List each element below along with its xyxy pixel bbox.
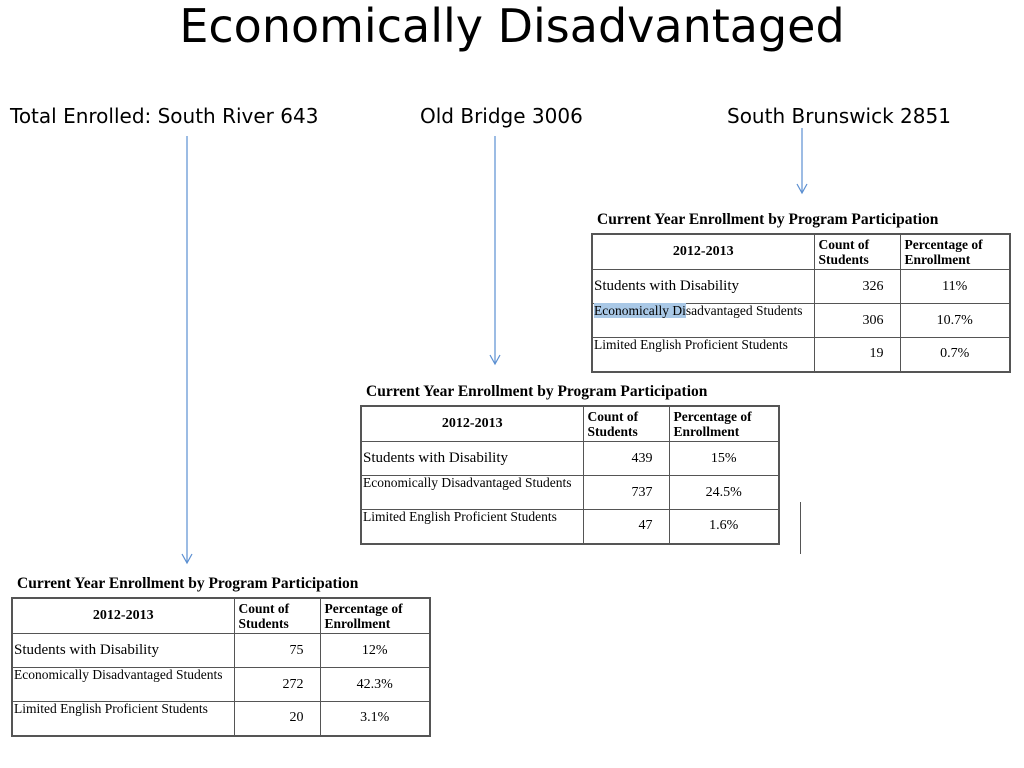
row-percentage: 1.6% (669, 510, 779, 544)
table-row (592, 304, 1010, 338)
row-percentage: 10.7% (900, 304, 1010, 338)
percentage-header: Percentage of Enrollment (669, 406, 779, 442)
row-count: 20 (234, 702, 320, 736)
table-row (12, 634, 430, 668)
row-label: Economically Disadvantaged Students (12, 668, 234, 702)
table-heading: Current Year Enrollment by Program Participation (366, 383, 708, 400)
row-label: Limited English Proficient Students (592, 338, 814, 372)
row-count: 326 (814, 270, 900, 304)
south-river-enrollment-table (11, 597, 431, 737)
row-percentage: 15% (669, 442, 779, 476)
table-row (361, 510, 779, 544)
row-label: Limited English Proficient Students (361, 510, 583, 544)
row-percentage: 42.3% (320, 668, 430, 702)
slide-title: Economically Disadvantaged (179, 0, 845, 53)
south-river-table-block (11, 575, 431, 737)
row-label: Economically Disadvantaged Students (361, 476, 583, 510)
row-label-rest: sadvantaged Students (685, 303, 803, 318)
count-header: Count of Students (814, 234, 900, 270)
table-heading: Current Year Enrollment by Program Participation (597, 211, 939, 228)
row-percentage: 24.5% (669, 476, 779, 510)
row-count: 75 (234, 634, 320, 668)
south-river-arrow-icon (180, 136, 194, 566)
south-brunswick-arrow-icon (795, 128, 809, 196)
south-brunswick-total-label: South Brunswick 2851 (727, 104, 951, 128)
table-row (361, 476, 779, 510)
row-label: Students with Disability (12, 634, 234, 668)
south-brunswick-table-block (591, 211, 1011, 373)
row-percentage: 11% (900, 270, 1010, 304)
count-header: Count of Students (234, 598, 320, 634)
row-count: 272 (234, 668, 320, 702)
row-count: 306 (814, 304, 900, 338)
row-count: 47 (583, 510, 669, 544)
south-brunswick-enrollment-table (591, 233, 1011, 373)
table-row (361, 442, 779, 476)
row-count: 439 (583, 442, 669, 476)
table-row (12, 668, 430, 702)
old-bridge-table-block (360, 383, 780, 545)
count-header: Count of Students (583, 406, 669, 442)
old-bridge-arrow-icon (488, 136, 502, 367)
table-row (12, 702, 430, 736)
row-label: Students with Disability (361, 442, 583, 476)
row-count: 19 (814, 338, 900, 372)
row-count: 737 (583, 476, 669, 510)
year-header: 2012-2013 (12, 598, 234, 634)
table-row (592, 270, 1010, 304)
bracket-marks (800, 502, 804, 554)
south-river-total-label: Total Enrolled: South River 643 (10, 104, 319, 128)
old-bridge-total-label: Old Bridge 3006 (420, 104, 583, 128)
percentage-header: Percentage of Enrollment (900, 234, 1010, 270)
row-label: Limited English Proficient Students (12, 702, 234, 736)
percentage-header: Percentage of Enrollment (320, 598, 430, 634)
table-heading: Current Year Enrollment by Program Participation (17, 575, 359, 592)
highlighted-text: Economically Di (594, 303, 686, 318)
year-header: 2012-2013 (361, 406, 583, 442)
year-header: 2012-2013 (592, 234, 814, 270)
row-label (592, 304, 814, 338)
row-percentage: 0.7% (900, 338, 1010, 372)
row-label: Students with Disability (592, 270, 814, 304)
old-bridge-enrollment-table (360, 405, 780, 545)
row-percentage: 3.1% (320, 702, 430, 736)
row-percentage: 12% (320, 634, 430, 668)
table-row (592, 338, 1010, 372)
